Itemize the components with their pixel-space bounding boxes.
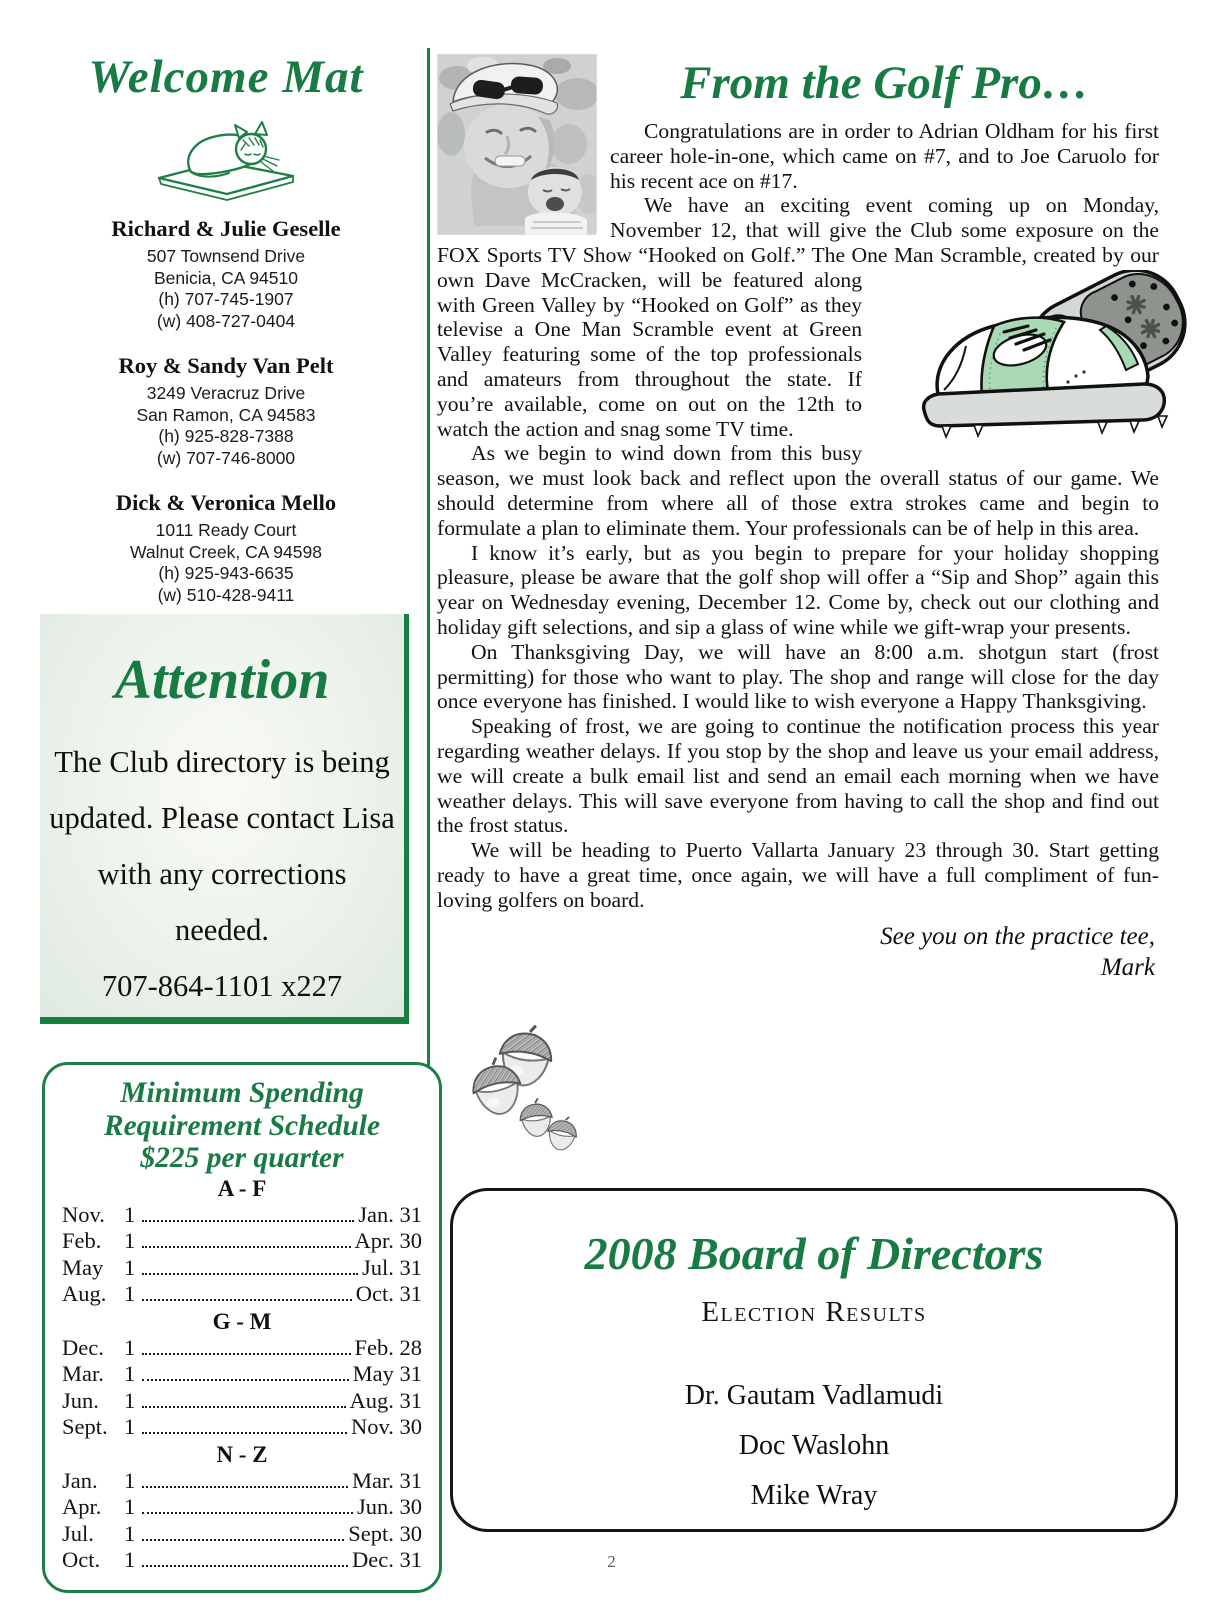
contact-address-line1: 507 Townsend Drive [146, 246, 306, 266]
golfpro-paragraph-5: On Thanksgiving Day, we will have an 8:00 a.m. shotgun start (frost permitting) for those who want to play. The shop and range will close for the day once everyone has finished. I would like to wish everyone a Happy Thanksgiving. [437, 639, 1159, 714]
contact-home-phone: (h) 707-745-1907 [158, 289, 294, 309]
schedule-row: Sept. 1 Nov. 30 [62, 1414, 422, 1439]
dotted-leader [142, 1432, 347, 1434]
welcome-mat-title: Welcome Mat [88, 51, 364, 103]
acorns-icon [462, 1018, 590, 1152]
contact-address-line1: 3249 Veracruz Drive [146, 383, 306, 403]
board-title: 2008 Board of Directors [584, 1228, 1044, 1279]
contact-list [40, 216, 412, 606]
attention-box [40, 614, 409, 1024]
contact-name: Roy & Sandy Van Pelt [118, 353, 334, 378]
attention-message: The Club directory is being updated. Please contact Lisa with any corrections needed. [49, 745, 395, 947]
contact-address-line2: Walnut Creek, CA 94598 [130, 541, 322, 562]
schedule-row: Jul. 1 Sept. 30 [62, 1520, 422, 1546]
left-column [40, 42, 422, 1572]
golf-pro-title: From the Golf Pro… [680, 57, 1089, 109]
contact-work-phone: (w) 707-746-8000 [156, 447, 296, 468]
contact-work-phone: (w) 408-727-0404 [156, 310, 296, 331]
schedule-row: Feb. 1 Apr. 30 [62, 1228, 422, 1253]
contact-entry [40, 216, 412, 332]
signoff [437, 921, 1155, 983]
schedule-row: Jun. 1 Aug. 31 [62, 1387, 422, 1413]
spending-schedule-title [62, 1077, 422, 1175]
dotted-leader [142, 1220, 354, 1222]
election-results-subtitle: Election Results [701, 1296, 927, 1328]
schedule-group-label-af: A - F [217, 1175, 267, 1201]
golfpro-paragraph-6: Speaking of frost, we are going to continue the notification process this year regarding weather delays. If you stop by the shop and leave us your email address, we will create a bulk email list and send an email each morning when we have weather delays. This will save everyone from having to call the shop and find out the frost status. [437, 714, 1159, 838]
director-name: Dr. Gautam Vadlamudi [684, 1380, 944, 1411]
contact-home-phone: (h) 925-828-7388 [158, 426, 294, 446]
schedule-rows-af [62, 1202, 422, 1308]
dotted-leader [142, 1273, 358, 1275]
dotted-leader [142, 1539, 344, 1541]
dotted-leader [142, 1299, 352, 1301]
attention-phone: 707-864-1101 x227 [101, 969, 343, 1003]
dotted-leader [142, 1246, 351, 1248]
schedule-title-line2: Requirement Schedule [103, 1109, 381, 1142]
dotted-leader [142, 1512, 353, 1514]
golf-shoes-icon [874, 270, 1159, 452]
director-name: Doc Waslohn [738, 1430, 890, 1461]
golfpro-paragraph-7: We will be heading to Puerto Vallarta January 23 through 30. Start getting ready to have a great time, once again, we will have a full compliment of fun-loving golfers on board. [437, 838, 1159, 912]
schedule-group-label-nz: N - Z [216, 1441, 268, 1467]
schedule-row: Jan. 1 Mar. 31 [62, 1467, 422, 1493]
golfpro-paragraph-4: I know it’s early, but as you begin to prepare for your holiday shopping pleasure, please be aware that the golf shop will offer a “Sip and Shop” again this year on Wednesday evening, December 12. Come by, check out our clothing and holiday gift selections, and sip a glass of wine while we gift-wrap your presents. [437, 540, 1159, 639]
contact-entry [40, 353, 412, 469]
schedule-row: Mar. 1 May 31 [62, 1361, 422, 1386]
contact-address-line2: San Ramon, CA 94583 [136, 404, 316, 425]
contact-name: Richard & Julie Geselle [111, 216, 341, 241]
spending-schedule-box [42, 1062, 442, 1593]
contact-entry [40, 490, 412, 606]
schedule-row: Oct. 1 Dec. 31 [62, 1547, 422, 1572]
cat-on-mat-icon [151, 112, 301, 204]
dotted-leader [142, 1406, 346, 1408]
golf-pro-with-baby-photo [437, 54, 597, 235]
paragraph-2-text-a: We have an exciting event coming up on Monday, November 12, that will give the Club some exposure on the FOX Sports TV Show “Hooked on Golf.” The One Man Scramble, created by our [437, 193, 1159, 267]
schedule-row: Aug. 1 Oct. 31 [62, 1281, 422, 1306]
dotted-leader [142, 1379, 349, 1381]
schedule-rows-gm [62, 1335, 422, 1441]
schedule-title-line3: $225 per quarter [140, 1142, 344, 1174]
schedule-row: Apr. 1 Jun. 30 [62, 1494, 422, 1519]
signature: Mark [1100, 953, 1155, 981]
contact-address-line2: Benicia, CA 94510 [154, 267, 298, 288]
schedule-row: Dec. 1 Feb. 28 [62, 1334, 422, 1360]
attention-title: Attention [114, 649, 330, 711]
contact-name: Dick & Veronica Mello [115, 490, 337, 515]
paragraph-2-text-b: own Dave McCracken, will be featured along with Green Valley by “Hooked on Golf” as they televise a One Man Scramble event at Green Valley featuring some of the top professionals and amateurs from throughout the state. If you’re available, come on out on the 12th to watch the action and snag some TV time. [437, 267, 862, 441]
dotted-leader [142, 1486, 348, 1488]
contact-work-phone: (w) 510-428-9411 [157, 584, 295, 605]
golfpro-paragraph-3: As we begin to wind down from this busy season, we must look back and reflect upon the overall status of our game. We should determine from where all of those extra strokes came and begin to formulate a plan to eliminate them. Your professionals can be of help in this area. [437, 441, 1159, 540]
director-name: Mike Wray [750, 1480, 878, 1511]
schedule-title-line1: Minimum Spending [120, 1077, 364, 1109]
right-column [437, 42, 1159, 983]
schedule-group-label-gm: G - M [212, 1308, 272, 1334]
golfpro-paragraph-1: Congratulations are in order to Adrian Oldham for his first career hole-in-one, which came on #7, and to Joe Caruolo for his recent ace on #17. [610, 119, 1159, 193]
schedule-row: Nov. 1 Jan. 31 [62, 1201, 422, 1227]
contact-home-phone: (h) 925-943-6635 [158, 563, 294, 583]
page-number: 2 [607, 1552, 616, 1571]
board-of-directors-box [450, 1188, 1178, 1532]
schedule-row: May 1 Jul. 31 [62, 1254, 422, 1280]
dotted-leader [142, 1353, 351, 1355]
signoff-line: See you on the practice tee, [880, 922, 1155, 950]
director-name-list [453, 1371, 1175, 1521]
contact-address-line1: 1011 Ready Court [155, 520, 297, 540]
